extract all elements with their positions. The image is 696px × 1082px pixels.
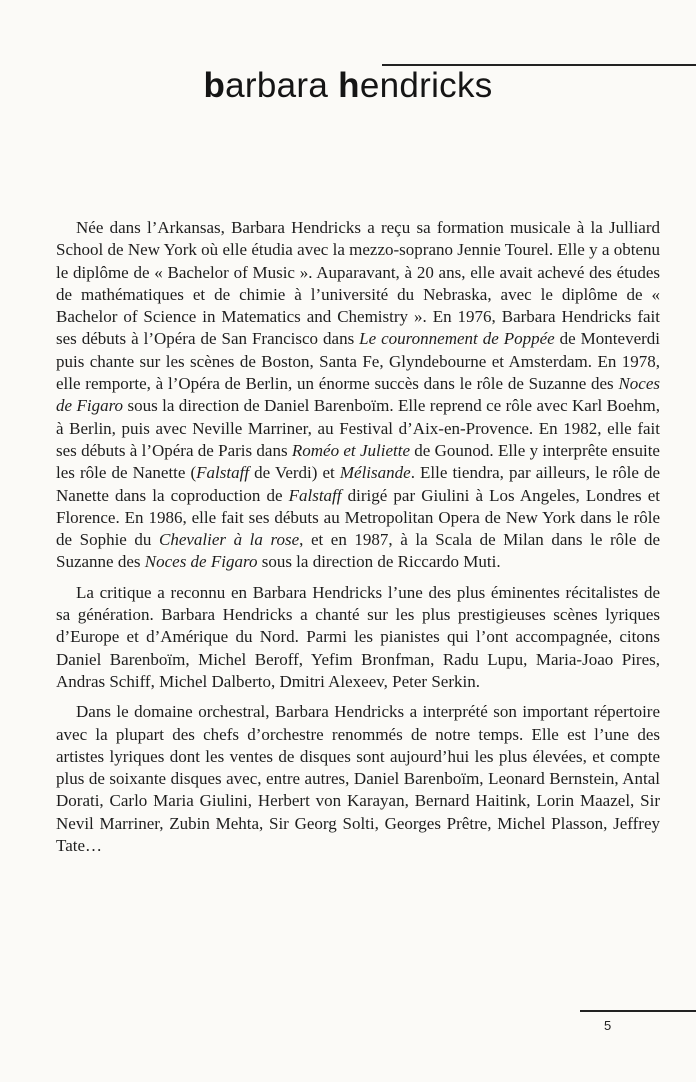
italic-title-run: Noces de Figaro [144, 552, 258, 572]
page-title [0, 66, 696, 106]
text-run: sous la direction de Daniel Barenboïm. Elle reprend ce rôle avec Karl Boehm, à Berlin, puis avec Neville Marriner, au Festival d’Aix-en-Provence. En 1982, elle fait ses débuts à l’Opéra de Paris dans [56, 396, 661, 460]
text-run: , et en 1987, à la Scala de Milan dans le rôle de Suzanne des [56, 530, 660, 572]
italic-title-run: Mélisande [339, 463, 411, 483]
italic-title-run: Noces de Figaro [56, 374, 660, 416]
text-run: sous la direction de Riccardo Muti. [257, 552, 501, 572]
italic-title-run: Falstaff [196, 463, 250, 483]
text-run: . Elle tiendra, par ailleurs, le rôle de Nanette dans la coproduction de [56, 463, 660, 505]
paragraph-recitals [56, 582, 660, 693]
italic-title-run: Le couronnement de Poppée [359, 329, 555, 349]
italic-title-run: Chevalier à la rose [159, 530, 300, 550]
text-run: Dans le domaine orchestral, Barbara Hendricks a interprété son important répertoire avec la plupart des chefs d’orchestre renommés de notre temps. Elle est l’une des artistes lyriques dont les ventes de disques sont aujourd’hui les plus élevées, et compte plus de soixante disques avec, entre autres, Daniel Barenboïm, Leonard Bernstein, Antal Dorati, Carlo Maria Giulini, Herbert von Karayan, Bernard Haitink, Lorin Maazel, Sir Nevil Marriner, Zubin Mehta, Sir Georg Solti, Georges Prêtre, Michel Plasson, Jeffrey Tate… [56, 702, 660, 856]
title-initial-h: h [338, 66, 360, 105]
text-run: La critique a reconnu en Barbara Hendricks l’une des plus éminentes récitalistes de sa génération. Barbara Hendricks a chanté sur les plus prestigieuses scènes lyriques d’Europe et d’Amérique du Nord. Parmi les pianistes qui l’ont accompagnée, citons Daniel Barenboïm, Michel Beroff, Yefim Bronfman, Radu Lupu, Maria-Joao Pires, Andras Schiff, Michel Dalberto, Dmitri Alexeev, Peter Serkin. [56, 582, 660, 691]
paragraph-career [56, 217, 660, 574]
paragraph-orchestral [56, 701, 660, 857]
text-run: de Monteverdi puis chante sur les scènes de Boston, Santa Fe, Glyndebourne et Amsterdam. En 1978, elle remporte, à l’Opéra de Berlin, un énorme succès dans le rôle de Suzanne des [56, 329, 660, 394]
italic-title-run: Falstaff [288, 485, 342, 505]
page-number: 5 [604, 1018, 612, 1033]
title-initial-b: b [203, 66, 226, 105]
biography-text [56, 217, 660, 857]
text-run: de Verdi) et [249, 463, 340, 483]
text-run: de Gounod. Elle y interprête ensuite les rôle de Nanette ( [56, 440, 660, 483]
title-first-name-rest: arbara [225, 66, 329, 105]
footer-rule [580, 1010, 696, 1012]
text-run: Née dans l’Arkansas, Barbara Hendricks a reçu sa formation musicale à la Julliard School de New York où elle étudia avec la mezzo-soprano Jennie Tourel. Elle y a obtenu le diplôme de « Bachelor of Music ». Auparavant, à 20 ans, elle avait achevé des études de mathématiques et de chimie à l’université du Nebraska, avec le diplôme de « Bachelor of Science in Matematics and Chemistry ». En 1976, Barbara Hendricks fait ses débuts à l’Opéra de San Francisco dans [56, 218, 660, 349]
text-run: dirigé par Giulini à Los Angeles, Londres et Florence. En 1986, elle fait ses débuts au Metropolitan Opera de New York dans le rôle de Sophie du [56, 485, 660, 550]
title-last-name-rest: endricks [359, 66, 493, 105]
italic-title-run: Roméo et Juliette [291, 440, 410, 460]
